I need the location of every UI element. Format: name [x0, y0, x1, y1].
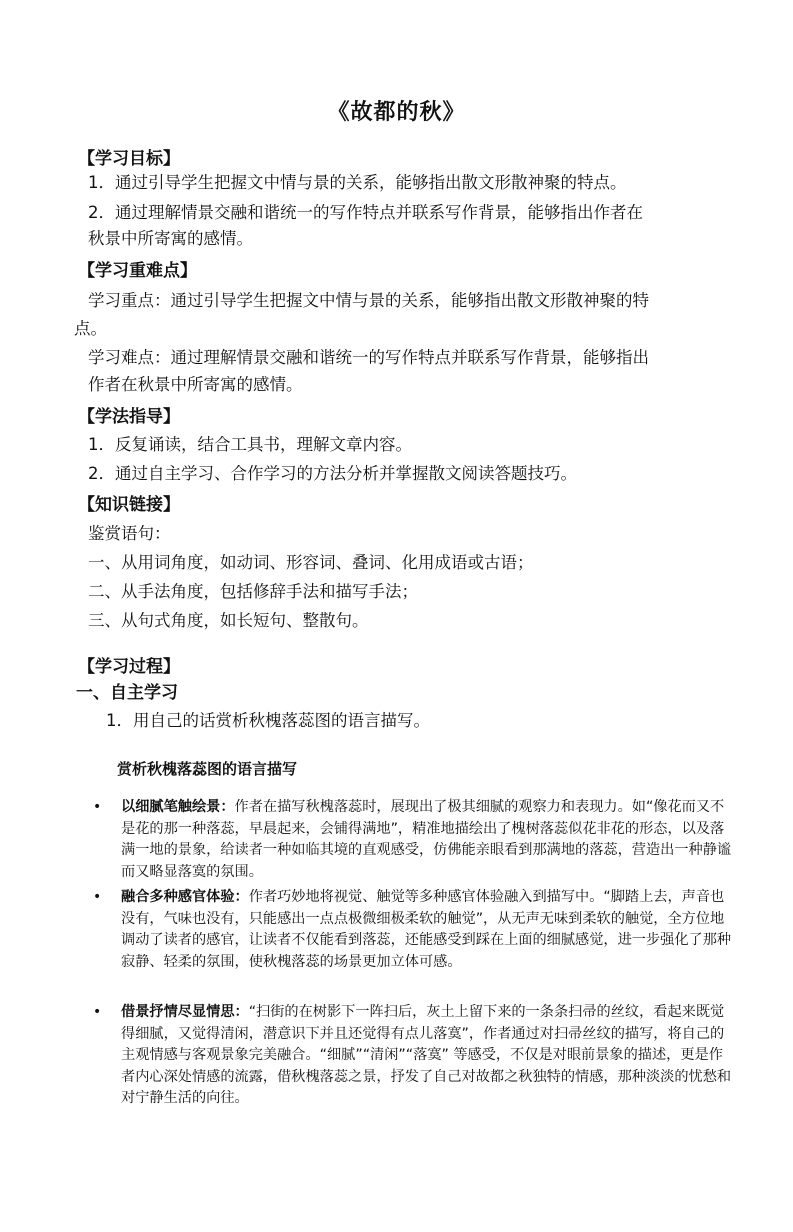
analysis-item-1-key: 以细腻笔触绘景：	[121, 799, 235, 815]
analysis-item-2-key: 融合多种感官体验：	[121, 889, 249, 905]
key-points-heading: 【学习重难点】	[78, 261, 197, 281]
analysis-item-3-key: 借景抒情尽显情思：	[121, 1004, 249, 1020]
objectives-heading: 【学习目标】	[78, 149, 180, 169]
key-point-line-2: 点。	[74, 319, 107, 338]
knowledge-line-1: 鉴赏语句：	[88, 524, 171, 543]
process-part-1: 一、自主学习	[76, 683, 178, 703]
method-item-1: 1．反复诵读，结合工具书，理解文章内容。	[88, 435, 412, 454]
analysis-item-1	[93, 797, 733, 883]
document-title: 《故都的秋》	[327, 100, 466, 125]
process-heading: 【学习过程】	[78, 657, 180, 677]
bullet-icon: •	[93, 889, 102, 905]
analysis-item-1-text: 作者在描写秋槐落蕊时，展现出了极其细腻的观察力和表现力。如“像花而又不是花的那一种落蕊，早晨起来，会铺得满地”，精准地描绘出了槐树落蕊似花非花的形态，以及落满一地的景象，给读者一种如临其境的直观感受，仿佛能亲眼看到那满地的落蕊，营造出一种静谧而又略显落寞的氛围。	[121, 799, 732, 880]
objective-item-2: 2．通过理解情景交融和谐统一的写作特点并联系写作背景，能够指出作者在	[88, 203, 643, 222]
method-heading: 【学法指导】	[78, 407, 180, 427]
bullet-icon: •	[93, 1004, 102, 1020]
difficulty-line-2: 作者在秋景中所寄寓的感情。	[88, 375, 303, 394]
difficulty-line-1: 学习难点：通过理解情景交融和谐统一的写作特点并联系写作背景，能够指出	[88, 348, 649, 367]
knowledge-line-2: 一、从用词角度，如动词、形容词、叠词、化用成语或古语；	[88, 553, 534, 572]
objective-item-2-cont: 秋景中所寄寓的感情。	[88, 229, 253, 248]
knowledge-line-4: 三、从句式角度，如长短句、整散句。	[88, 611, 369, 630]
bullet-icon: •	[93, 799, 102, 815]
process-task-1: 1．用自己的话赏析秋槐落蕊图的语言描写。	[106, 711, 430, 730]
analysis-item-3-text: “扫街的在树影下一阵扫后，灰土上留下来的一条条扫帚的丝纹，看起来既觉得细腻，又觉得清闲，潜意识下并且还觉得有点儿落寞”，作者通过对扫帚丝纹的描写，将自己的主观情感与客观景象完美融合。“细腻”“清闲”“落寞” 等感受，不仅是对眼前景象的描述，更是作者内心深处情感的流露，借秋槐落蕊之景，抒发了自己对故都之秋独特的情感，那种淡淡的忧愁和对宁静生活的向往。	[121, 1004, 732, 1106]
analysis-title: 赏析秋槐落蕊图的语言描写	[117, 760, 298, 778]
method-item-2: 2．通过自主学习、合作学习的方法分析并掌握散文阅读答题技巧。	[88, 464, 577, 483]
analysis-item-2	[93, 887, 733, 973]
knowledge-line-3: 二、从手法角度，包括修辞手法和描写手法；	[88, 582, 418, 601]
analysis-item-3	[93, 1002, 733, 1110]
objective-item-1: 1．通过引导学生把握文中情与景的关系，能够指出散文形散神聚的特点。	[88, 173, 627, 192]
knowledge-heading: 【知识链接】	[78, 495, 180, 515]
key-point-line-1: 学习重点：通过引导学生把握文中情与景的关系，能够指出散文形散神聚的特	[88, 291, 649, 310]
analysis-item-2-text: 作者巧妙地将视觉、触觉等多种感官体验融入到描写中。“脚踏上去，声音也没有，气味也没有，只能感出一点点极微细极柔软的触觉”，从无声无味到柔软的触觉，全方位地调动了读者的感官，让读者不仅能看到落蕊，还能感受到踩在上面的细腻感觉，进一步强化了那种寂静、轻柔的氛围，使秋槐落蕊的场景更加立体可感。	[121, 889, 732, 970]
